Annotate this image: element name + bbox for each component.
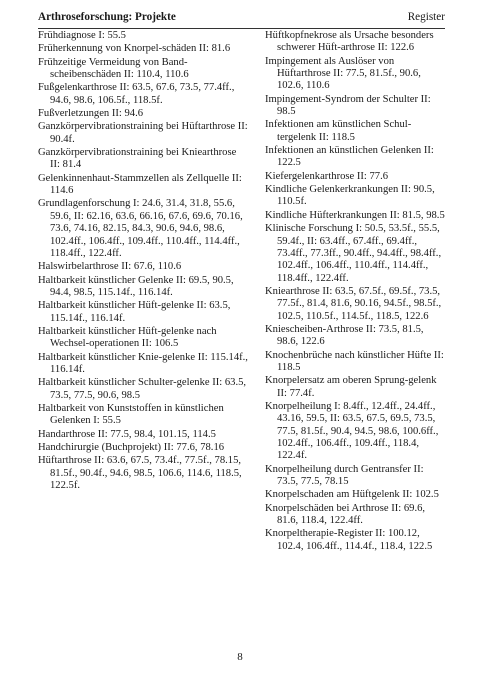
index-entry: Hüftkopfnekrose als Ursache besonders schwerer Hüft-arthrose II: 122.6 bbox=[265, 30, 434, 54]
index-entry: Ganzkörpervibrationstraining bei Hüftarthrose II: 90.4f. bbox=[38, 121, 248, 145]
index-entry: Halswirbelarthrose II: 67.6, 110.6 bbox=[38, 261, 182, 273]
index-entry: Knorpelersatz am oberen Sprung-gelenk II: 77.4f. bbox=[265, 375, 437, 399]
index-entry: Haltbarkeit künstlicher Hüft-gelenke II: 63.5, 115.14f., 116.14f. bbox=[38, 300, 231, 324]
index-entry: Frühdiagnose I: 55.5 bbox=[38, 30, 126, 41]
index-entry: Kindliche Hüfterkrankungen II: 81.5, 98.5 bbox=[265, 209, 445, 221]
index-entry: Handarthrose II: 77.5, 98.4, 101.15, 114.5 bbox=[38, 428, 216, 440]
index-entry: Fußverletzungen II: 94.6 bbox=[38, 108, 144, 120]
index-entry: Hüftarthrose II: 63.6, 67.5, 73.4f., 77.5f., 78.15, 81.5f., 90.4f., 94.6, 98.5, 106.6, 114.6, 118.5, 122.5f. bbox=[38, 455, 242, 492]
index-entry: Früherkennung von Knorpel-schäden II: 81.6 bbox=[38, 43, 231, 55]
index-entry: Knochenbrüche nach künstlicher Hüfte II: 118.5 bbox=[265, 349, 444, 373]
index-entry: Infektionen am künstlichen Schul-tergelenk II: 118.5 bbox=[265, 119, 412, 143]
index-entry: Grundlagenforschung I: 24.6, 31.4, 31.8, 55.6, 59.6, II: 62.16, 63.6, 66.16, 67.6, 69.6, 70.16, 73.6, 74.16, 82.15, 84.3, 90.6, 94.6, 98.6, 102.4ff., 106.4ff., 109.4ff., 110.4ff., 114.4ff., 118.4ff., 122.4ff. bbox=[38, 198, 243, 259]
index-entry: Handchirurgie (Buchprojekt) II: 77.6, 78.16 bbox=[38, 442, 225, 453]
index-entry: Haltbarkeit künstlicher Hüft-gelenke nach Wechsel-operationen II: 106.5 bbox=[38, 325, 217, 350]
index-column-right bbox=[265, 30, 447, 554]
index-entry: Haltbarkeit künstlicher Gelenke II: 69.5, 90.5, 94.4, 98.5, 115.14f., 116.14f. bbox=[38, 274, 234, 298]
index-entry: Knorpelheilung durch Gentransfer II: 73.5, 77.5, 78.15 bbox=[265, 463, 424, 488]
index-entry: Infektionen an künstlichen Gelenken II: 122.5 bbox=[265, 145, 434, 169]
index-entry: Impingement als Auslöser von Hüftarthrose II: 77.5, 81.5f., 90.6, 102.6, 110.6 bbox=[265, 55, 421, 92]
index-entry: Kiefergelenkarthrose II: 77.6 bbox=[265, 170, 389, 182]
index-entry: Frühzeitige Vermeidung von Band-scheibenschäden II: 110.4, 110.6 bbox=[38, 56, 189, 81]
index-entry: Knorpelheilung I: 8.4ff., 12.4ff., 24.4ff., 43.16, 59.5, II: 63.5, 67.5, 69.5, 73.5, 77.5, 81.5f., 90.4, 94.5, 98.6, 100.6ff., 102.4ff., 106.4ff., 109.4ff., 118.4, 122.4f. bbox=[265, 400, 439, 462]
index-entry: Kindliche Gelenkerkrankungen II: 90.5, 110.5f. bbox=[265, 184, 435, 208]
index-entry: Haltbarkeit von Kunststoffen in künstlichen Gelenken I: 55.5 bbox=[38, 402, 224, 427]
index-entry: Kniescheiben-Arthrose II: 73.5, 81.5, 98.6, 122.6 bbox=[265, 323, 424, 348]
index-entry: Knorpelschäden bei Arthrose II: 69.6, 81.6, 118.4, 122.4ff. bbox=[265, 502, 426, 527]
header-rule bbox=[38, 28, 445, 29]
index-entry: Ganzkörpervibrationstraining bei Kniearthrose II: 81.4 bbox=[38, 147, 237, 171]
index-entry: Knorpelschaden am Hüftgelenk II: 102.5 bbox=[265, 489, 439, 501]
index-entry: Gelenkinnenhaut-Stammzellen als Zellquelle II: 114.6 bbox=[38, 172, 242, 197]
index-entry: Kniearthrose II: 63.5, 67.5f., 69.5f., 73.5, 77.5f., 81.4, 81.6, 90.16, 94.5f., 98.5f., 102.5, 110.5f., 114.5f., 118.5, 122.6 bbox=[265, 285, 442, 322]
page-number: 8 bbox=[237, 651, 243, 663]
index-entry: Knorpeltherapie-Register II: 100.12, 102.4, 106.4ff., 114.4f., 118.4, 122.5 bbox=[265, 528, 433, 552]
index-entry: Impingement-Syndrom der Schulter II: 98.5 bbox=[265, 93, 431, 118]
index-entry: Fußgelenkarthrose II: 63.5, 67.6, 73.5, 77.4ff., 94.6, 98.6, 106.5f., 118.5f. bbox=[38, 82, 235, 106]
section-label: Register bbox=[407, 11, 445, 23]
index-entry: Klinische Forschung I: 50.5, 53.5f., 55.5, 59.4f., II: 63.4ff., 67.4ff., 69.4ff., 73.4ff., 77.3ff., 90.4ff., 94.4ff., 98.4ff., 102.4ff., 106.4ff., 110.4ff., 114.4ff., 118.4ff., 122.4ff. bbox=[265, 223, 442, 284]
index-entry: Haltbarkeit künstlicher Schulter-gelenke II: 63.5, 73.5, 77.5, 90.6, 98.5 bbox=[38, 377, 247, 401]
running-title: Arthroseforschung: Projekte bbox=[38, 11, 176, 23]
running-header bbox=[38, 11, 445, 29]
index-column-left bbox=[38, 30, 248, 493]
index-entry: Haltbarkeit künstlicher Knie-gelenke II: 115.14f., 116.14f. bbox=[38, 351, 248, 375]
